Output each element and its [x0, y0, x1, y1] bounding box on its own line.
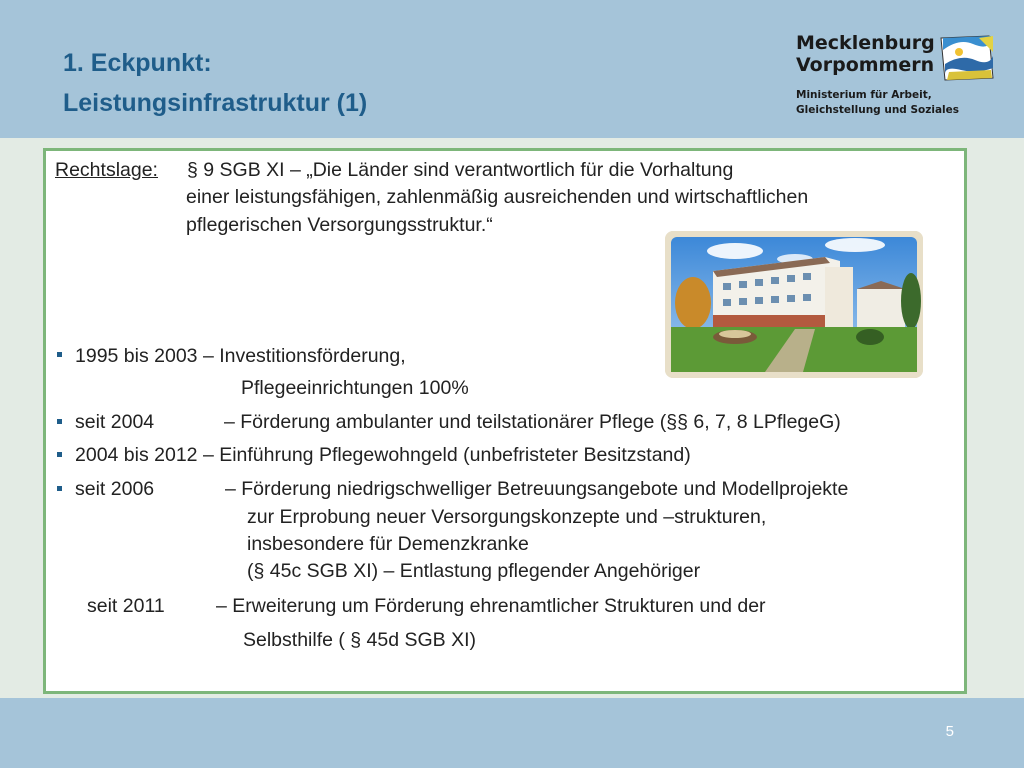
- item-2-text: – Förderung ambulanter und teilstationärer Pflege (§§ 6, 7, 8 LPflegeG): [224, 411, 841, 433]
- bullet-marker: [57, 452, 62, 457]
- item-1-line-2: Pflegeeinrichtungen 100%: [241, 377, 469, 399]
- logo-text-line-2: Vorpommern: [796, 54, 935, 76]
- title-line-2: Leistungsinfrastruktur (1): [63, 89, 368, 117]
- item-2-year: seit 2004: [75, 411, 155, 433]
- logo-subtitle-line-2: Gleichstellung und Soziales: [796, 104, 960, 116]
- item-3-line-1: 2004 bis 2012 – Einführung Pflegewohngeld (unbefristeter Besitzstand): [75, 444, 691, 466]
- extra-line-1: – Erweiterung um Förderung ehrenamtlicher Strukturen und der: [216, 595, 766, 617]
- legal-label: Rechtslage:: [55, 159, 158, 181]
- legal-line-1: § 9 SGB XI – „Die Länder sind verantwortlich für die Vorhaltung: [187, 159, 734, 181]
- title-line-1: 1. Eckpunkt:: [63, 49, 212, 77]
- item-4-line-3: insbesondere für Demenzkranke: [247, 533, 529, 555]
- legal-line-3: pflegerischen Versorgungsstruktur.“: [186, 214, 493, 236]
- page-number: 5: [945, 723, 954, 740]
- item-4-line-4: (§ 45c SGB XI) – Entlastung pflegender Angehöriger: [247, 560, 701, 582]
- legal-line-2: einer leistungsfähigen, zahlenmäßig ausreichenden und wirtschaftlichen: [186, 186, 809, 208]
- slide-title: [63, 43, 367, 123]
- item-1-line-1: 1995 bis 2003 – Investitionsförderung,: [75, 345, 406, 367]
- building-image: [665, 231, 923, 378]
- mv-flag-logo-icon: [939, 34, 995, 82]
- logo-subtitle-line-1: Ministerium für Arbeit,: [796, 89, 932, 101]
- care-home-photo: [665, 231, 923, 378]
- logo-text-line-1: Mecklenburg: [796, 32, 935, 54]
- logo-subtitle: [796, 88, 959, 118]
- bullet-marker: [57, 419, 62, 424]
- item-4-year: seit 2006: [75, 478, 155, 500]
- footer-bar: [0, 698, 1024, 768]
- bullet-marker: [57, 352, 62, 357]
- bullet-marker: [57, 486, 62, 491]
- ministry-logo: [796, 32, 996, 122]
- extra-line-2: Selbsthilfe ( § 45d SGB XI): [243, 629, 477, 651]
- legal-basis: [55, 158, 158, 182]
- extra-year: seit 2011: [87, 595, 165, 617]
- item-4-line-1: – Förderung niedrigschwelliger Betreuungsangebote und Modellprojekte: [225, 478, 849, 500]
- item-4-line-2: zur Erprobung neuer Versorgungskonzepte und –strukturen,: [247, 506, 767, 528]
